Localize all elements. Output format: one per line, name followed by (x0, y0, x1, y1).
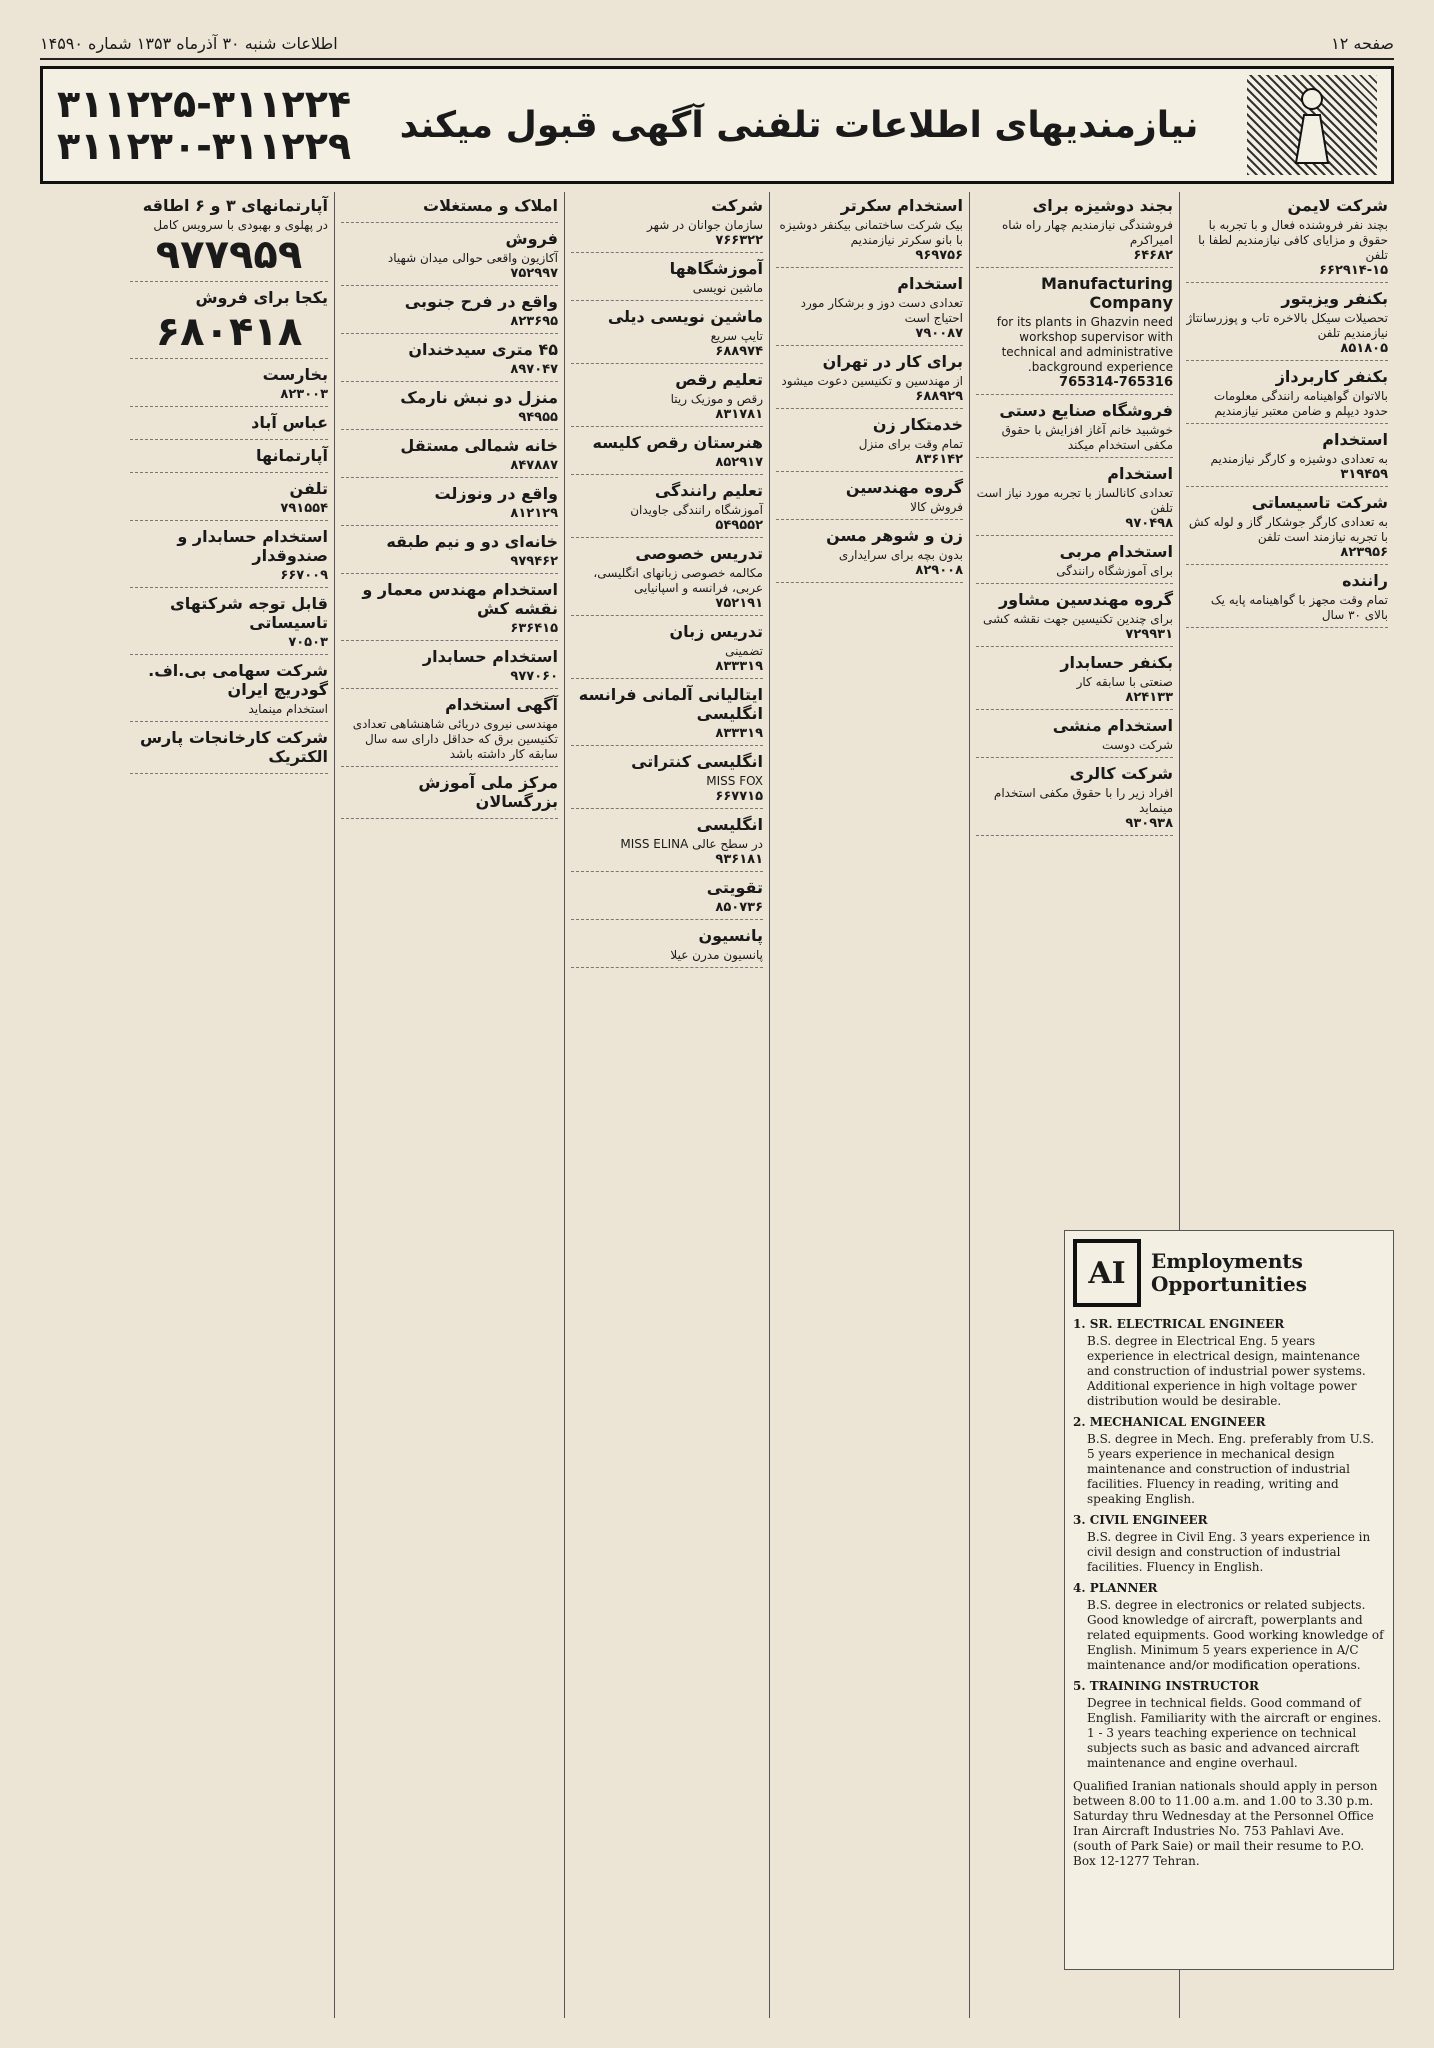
classified-ad (776, 196, 963, 268)
ad-body: تمام وقت مجهز با گواهینامه پایه یک بالای ۳۰ سال (1210, 593, 1388, 622)
ad-title: بکنفر ویزیتور (1281, 289, 1388, 308)
classified-ad (341, 580, 558, 641)
ad-title: پانسیون (698, 926, 763, 945)
ad-body: برای آموزشگاه رانندگی (1056, 564, 1173, 578)
ad-phone: ۸۲۳۰۰۳ (280, 387, 328, 402)
classified-ad (341, 484, 558, 526)
column-4 (564, 192, 769, 2018)
classified-ad (976, 196, 1173, 268)
classified-ad (341, 196, 558, 223)
ad-title: راننده (1342, 571, 1388, 590)
ad-phone: ۳۱۹۴۵۹ (1340, 467, 1388, 482)
position-description: Degree in technical fields. Good command of English. Familiarity with the aircraft or engines. 1 - 3 years teaching experience on technical subjects such as basic and advanced aircraft maintenance and engine overhaul. (1087, 1696, 1382, 1770)
classified-ad (976, 274, 1173, 395)
ad-body: تضمینی (725, 644, 763, 658)
ad-title: واقع در فرح جنوبی (404, 292, 558, 311)
ad-title: خانه شمالی مستقل (400, 436, 558, 455)
ad-body: استخدام مینماید (248, 702, 328, 716)
ad-title: استخدام حسابدار و صندوقدار (177, 527, 328, 565)
ad-phone: ۸۲۳۹۵۶ (1340, 545, 1388, 560)
ad-phone: ۸۲۴۱۳۳ (1125, 690, 1173, 705)
ad-phone: ۸۳۳۳۱۹ (715, 659, 763, 674)
ad-title: تلفن (289, 479, 328, 498)
ad-phone: ۷۶۶۳۲۲ (715, 233, 763, 248)
classified-ad (571, 926, 763, 968)
ad-body: تحصیلات سیکل بالاخره تاب و پوزرسانتاژ نیازمندیم تلفن (1186, 311, 1388, 340)
ad-body: بالاتوان گواهینامه رانندگی معلومات حدود دیپلم و ضامن معتبر نیازمندیم (1213, 389, 1388, 418)
ad-phone: ۶۸۸۹۲۹ (915, 389, 963, 404)
classified-ad (976, 653, 1173, 710)
ad-title: استخدام مربی (1059, 542, 1173, 561)
banner-phone-line-1: ۳۱۱۲۲۵-۳۱۱۲۲۴ (57, 82, 352, 126)
column-5 (334, 192, 564, 2018)
banner-phones (57, 83, 351, 167)
ad-body: در پهلوی و بهبودی با سرویس کامل (153, 218, 328, 232)
ad-body: فروش کالا (910, 500, 963, 514)
ad-phone: ۸۳۳۳۱۹ (715, 726, 763, 741)
classified-ad (130, 661, 328, 722)
classified-ad (1186, 430, 1388, 487)
employment-title-2: Opportunities (1151, 1272, 1308, 1296)
classified-ad (776, 352, 963, 409)
classified-ad (130, 479, 328, 521)
classified-ad (130, 527, 328, 588)
ad-body: تمام وقت برای منزل (858, 437, 963, 451)
ad-title: شرکت لایمن (1287, 196, 1388, 215)
position-title: 3. CIVIL ENGINEER (1073, 1513, 1208, 1527)
ad-body: for its plants in Ghazvin need workshop supervisor with technical and administrative background experience. (996, 315, 1173, 374)
ad-title: استخدام (1322, 430, 1388, 449)
page-number: صفحه ۱۲ (1331, 33, 1394, 53)
ad-phone: ۷۲۹۹۳۱ (1125, 627, 1173, 642)
ad-phone: ۸۴۷۸۸۷ (510, 458, 558, 473)
classified-ad (341, 773, 558, 819)
ad-phone: ۹۷۰۴۹۸ (1125, 516, 1173, 531)
ad-title: انگلیسی کنتراتی (631, 752, 763, 771)
ad-body: ماشین نویسی (692, 281, 763, 295)
ad-title: قابل توجه شرکتهای تاسیساتی (170, 594, 328, 632)
ad-title: ۴۵ متری سیدخندان (408, 340, 558, 359)
ad-title: استخدام حسابدار (422, 647, 558, 666)
classified-ad (341, 647, 558, 689)
ad-title: یکجا برای فروش (195, 288, 328, 307)
ad-title: آموزشگاهها (669, 259, 763, 278)
classified-ad (976, 542, 1173, 584)
ad-phone: ۹۴۹۵۵ (518, 410, 558, 425)
classified-ad (130, 288, 328, 359)
ad-title: استخدام (1107, 464, 1173, 483)
classified-ad (571, 685, 763, 746)
classified-ad (1186, 196, 1388, 283)
ad-title: گروه مهندسین مشاور (998, 590, 1173, 609)
ad-title: خدمتکار زن (872, 415, 963, 434)
ad-body: صنعتی با سابقه کار (1076, 675, 1173, 689)
ad-title: تعلیم رانندگی (654, 481, 763, 500)
ad-phone: ۹۷۹۴۶۲ (510, 554, 558, 569)
ad-body: فروشندگی نیازمندیم چهار راه شاه امیراکرم (1002, 218, 1173, 247)
ad-body: برای چندین تکنیسین جهت نقشه کشی (983, 612, 1173, 626)
classified-ad (571, 259, 763, 301)
ad-title: برای کار در تهران (822, 352, 963, 371)
classified-ad (571, 433, 763, 475)
ad-title: بکنفر حسابدار (1060, 653, 1173, 672)
ad-body: خوشبید خانم آغاز افزایش با حقوق مکفی استخدام میکند (1001, 423, 1173, 452)
ad-body: تعدادی دست دوز و برشکار مورد احتیاج است (800, 296, 963, 325)
ad-phone: ۷۹۱۵۵۴ (280, 501, 328, 516)
ad-title: بخارست (262, 365, 328, 384)
ad-title: زن و شوهر مسن (826, 526, 963, 545)
classifieds-banner (40, 66, 1394, 184)
ad-title: آپارتمانها (255, 446, 328, 465)
ad-title: Manufacturing Company (1041, 274, 1173, 312)
classified-ad (130, 196, 328, 282)
ad-title: ماشین نویسی دیلی (607, 307, 763, 326)
ad-phone: ۷۰۵۰۳ (288, 635, 328, 650)
ad-title: تقویتی (706, 878, 763, 897)
ad-title: استخدام مهندس معمار و نقشه کش (362, 580, 558, 618)
ad-title: واقع در ونوزلت (434, 484, 558, 503)
employment-opportunities-ad (1064, 1230, 1394, 1970)
ad-body: بچند نفر فروشنده فعال و با تجربه با حقوق و مزایای کافی نیازمندیم لطفا با تلفن (1198, 218, 1388, 262)
ad-title: گروه مهندسین (845, 478, 963, 497)
ad-title: تدریس زبان (669, 622, 763, 641)
position-item (1073, 1581, 1385, 1673)
ad-title: عباس آباد (251, 413, 328, 432)
position-item (1073, 1415, 1385, 1507)
ad-phone: ۹۷۷۹۵۹ (155, 232, 303, 278)
banner-phone-line-2: ۳۱۱۲۳۰-۳۱۱۲۲۹ (57, 124, 352, 168)
ad-title: تعلیم رقص (675, 370, 763, 389)
issue-line: اطلاعات شنبه ۳۰ آذرماه ۱۳۵۳ شماره ۱۴۵۹۰ (40, 33, 338, 53)
ad-title: شرکت سهامی بی.اف. گودریچ ایران (148, 661, 328, 699)
ad-body: بدون بچه برای سرایداری (838, 548, 963, 562)
ad-body: از مهندسین و تکنیسین دعوت میشود (781, 374, 963, 388)
ad-title: انگلیسی (696, 815, 763, 834)
classified-ad (571, 815, 763, 872)
classified-ad (776, 274, 963, 346)
classified-ad (341, 388, 558, 430)
ad-title: شرکت (711, 196, 763, 215)
ad-body: افراد زیر را با حقوق مکفی استخدام مینماید (993, 786, 1173, 815)
classified-ad (1186, 289, 1388, 361)
classified-ad (976, 590, 1173, 647)
classified-ad (776, 478, 963, 520)
employment-footer: Qualified Iranian nationals should apply in person between 8.00 to 11.00 a.m. and 1.00 to 3.30 p.m. Saturday thru Wednesday at the Personnel Office Iran Aircraft Industries No. 753 Pahlavi Ave. (south of Park Saie) or mail their resume to P.O. Box 12-1277 Tehran. (1073, 1779, 1378, 1868)
ad-phone: ۸۲۳۶۹۵ (510, 314, 558, 329)
position-title: 5. TRAINING INSTRUCTOR (1073, 1679, 1260, 1693)
ad-phone: ۸۹۷۰۴۷ (510, 362, 558, 377)
ad-phone: 765314-765316 (1059, 375, 1173, 390)
page-header (40, 28, 1394, 60)
ad-title: تدریس خصوصی (635, 544, 763, 563)
ad-phone: ۸۲۹۰۰۸ (915, 563, 963, 578)
ad-title: منزل دو نبش نارمک (400, 388, 558, 407)
ad-phone: ۹۳۶۱۸۱ (715, 852, 763, 867)
ad-body: بیک شرکت ساختمانی بیکنفر دوشیزه با بانو سکرتر نیازمندیم (779, 218, 963, 247)
classified-ad (571, 878, 763, 920)
ad-phone: ۶۴۶۸۲ (1133, 248, 1173, 263)
ad-body: تایپ سریع (710, 329, 763, 343)
ad-phone: ۹۶۹۷۵۶ (915, 248, 963, 263)
ad-body: سازمان جوانان در شهر (647, 218, 763, 232)
ad-phone: ۹۳۰۹۳۸ (1125, 816, 1173, 831)
classified-ad (571, 370, 763, 427)
ad-title: شرکت کالری (1069, 764, 1173, 783)
ad-phone: ۸۵۲۹۱۷ (715, 455, 763, 470)
classified-ad (571, 481, 763, 538)
ad-body: آکازیون واقعی حوالی میدان شهیاد (387, 251, 558, 265)
position-title: 2. MECHANICAL ENGINEER (1073, 1415, 1266, 1429)
classified-ad (341, 292, 558, 334)
company-logo: AI (1073, 1239, 1141, 1307)
column-3 (769, 192, 969, 2018)
position-title: 4. PLANNER (1073, 1581, 1158, 1595)
position-description: B.S. degree in Mech. Eng. preferably from U.S. 5 years experience in mechanical design maintenance and construction of industrial facilities. Fluency in reading, writing and speaking English. (1087, 1432, 1375, 1506)
ad-body: MISS FOX (706, 774, 763, 788)
classified-ad (976, 464, 1173, 536)
classified-ad (976, 716, 1173, 758)
ad-body: شرکت دوست (1102, 738, 1173, 752)
classified-ad (130, 594, 328, 655)
position-item (1073, 1513, 1385, 1575)
ad-phone: ۶۶۷۷۱۵ (715, 789, 763, 804)
ad-body: آموزشگاه رانندگی جاویدان (630, 503, 763, 517)
ad-body: مکالمه خصوصی زبانهای انگلیسی، عربی، فرانسه و اسپانیایی (593, 566, 763, 595)
classified-ad (776, 415, 963, 472)
classified-ad (571, 307, 763, 364)
classified-ad (341, 436, 558, 478)
classified-ad (341, 695, 558, 767)
ad-phone: ۸۵۱۸۰۵ (1340, 341, 1388, 356)
employment-title-1: Employments (1151, 1249, 1303, 1273)
banner-illustration-icon (1247, 75, 1377, 175)
column-6 (124, 192, 334, 2018)
position-description: B.S. degree in Electrical Eng. 5 years experience in electrical design, maintenance and construction of industrial power systems. Additional experience in high voltage power distribution would be desirable. (1087, 1334, 1366, 1408)
position-description: B.S. degree in electronics or related subjects. Good knowledge of aircraft, powerplants and related equipments. Good working knowledge of English. Minimum 5 years experience in A/C maintenance and/or modification operations. (1087, 1598, 1384, 1672)
ad-phone: ۷۹۰۰۸۷ (915, 326, 963, 341)
ad-phone: ۸۳۱۷۸۱ (715, 407, 763, 422)
ad-title: فروش (505, 229, 558, 248)
ad-title: خانه‌ای دو و نیم طبقه (386, 532, 558, 551)
ad-title: استخدام منشی (1052, 716, 1173, 735)
classified-ad (976, 764, 1173, 836)
ad-body: مهندسی نیروی دریائی شاهنشاهی تعدادی تکنیسین برق که حداقل دارای سه سال سابقه کار داشته باشد (352, 717, 558, 761)
ad-title: استخدام (897, 274, 963, 293)
classified-ad (1186, 367, 1388, 424)
classified-ad (776, 526, 963, 583)
ad-phone: ۸۱۲۱۲۹ (510, 506, 558, 521)
ad-title: هنرستان رقص کلیسه (592, 433, 763, 452)
employment-positions (1073, 1317, 1385, 1771)
banner-title: نیازمندیهای اطلاعات تلفنی آگهی قبول میکند (399, 104, 1199, 146)
classified-ad (341, 229, 558, 286)
ad-title: شرکت تاسیساتی (1251, 493, 1388, 512)
classified-ad (571, 196, 763, 253)
ad-title: بکنفر کاربرداز (1275, 367, 1388, 386)
ad-title: مرکز ملی آموزش بزرگسالان (418, 773, 558, 811)
ad-title: املاک و مستغلات (423, 196, 558, 215)
classified-ad (1186, 493, 1388, 565)
classified-ad (571, 752, 763, 809)
classified-ad (571, 622, 763, 679)
ad-body: به تعدادی دوشیزه و کارگر نیازمندیم (1210, 452, 1388, 466)
ad-body: در سطح عالی MISS ELINA (620, 837, 763, 851)
ad-title: فروشگاه صنایع دستی (999, 401, 1173, 420)
ad-phone: ۵۴۹۵۵۲ (715, 518, 763, 533)
position-title: 1. SR. ELECTRICAL ENGINEER (1073, 1317, 1285, 1331)
ad-title: استخدام سکرتر (840, 196, 963, 215)
ad-phone: ۸۵۰۷۳۶ (715, 900, 763, 915)
classified-ad (1186, 571, 1388, 628)
ad-title: بجند دوشیزه برای (1032, 196, 1173, 215)
position-item (1073, 1317, 1385, 1409)
classified-ad (130, 365, 328, 407)
ad-title: شرکت کارخانجات پارس الکتریک (139, 728, 328, 766)
ad-body: به تعدادی کارگر جوشکار گاز و لوله کش با تجربه نیازمند است تلفن (1188, 515, 1388, 544)
classified-ad (130, 728, 328, 774)
classified-ad (976, 401, 1173, 458)
classified-ad (341, 532, 558, 574)
classified-ad (130, 446, 328, 473)
ad-phone: ۶۸۰۴۱۸ (155, 309, 303, 355)
classified-ad (130, 413, 328, 440)
ad-title: آپارتمانهای ۳ و ۶ اطاقه (142, 196, 328, 215)
ad-body: رقص و موزیک ریتا (670, 392, 763, 406)
ad-body: پانسیون مدرن عیلا (670, 948, 763, 962)
position-item (1073, 1679, 1385, 1771)
ad-body: تعدادی کانالساز با تجربه مورد نیاز است تلفن (976, 486, 1173, 515)
ad-phone: ۷۵۲۹۹۷ (510, 266, 558, 281)
ad-phone: ۹۷۷۰۶۰ (510, 669, 558, 684)
position-description: B.S. degree in Civil Eng. 3 years experience in civil design and construction of industrial facilities. Fluency in English. (1087, 1530, 1371, 1574)
classified-ad (341, 340, 558, 382)
ad-phone: ۶۸۸۹۷۴ (715, 344, 763, 359)
ad-phone: ۶۳۶۴۱۵ (510, 621, 558, 636)
ad-title: آگهی استخدام (445, 695, 558, 714)
ad-title: ایتالیانی آلمانی فرانسه انگلیسی (578, 685, 763, 723)
classified-ad (571, 544, 763, 616)
ad-phone: ۸۳۶۱۴۲ (915, 452, 963, 467)
ad-phone: ۷۵۲۱۹۱ (715, 596, 763, 611)
ad-phone: ۶۶۲۹۱۴-۱۵ (1319, 263, 1388, 278)
ad-phone: ۶۶۷۰۰۹ (280, 568, 328, 583)
